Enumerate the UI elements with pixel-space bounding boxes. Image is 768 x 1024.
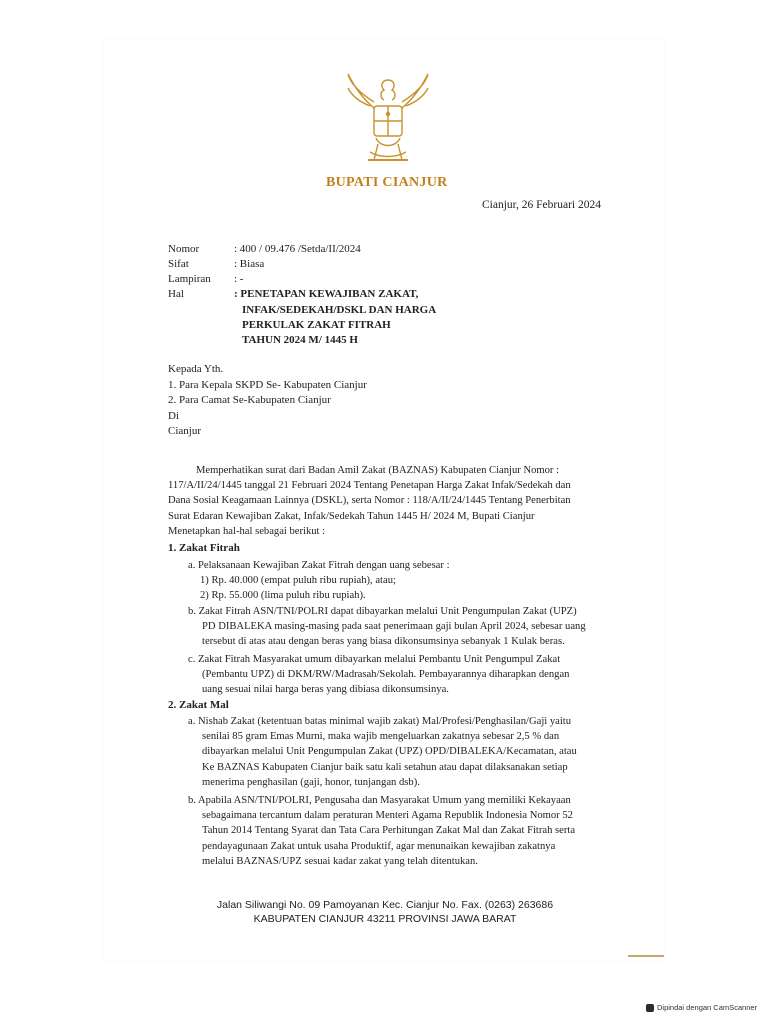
zakat-fitrah-item-b: b. Zakat Fitrah ASN/TNI/POLRI dapat dibayarkan melalui Unit Pengumpulan Zakat (UPZ) PD DIBALEKA masing-masing pada saat penerimaan gaji bulan April 2024, sebesar uang tersebut di atas atau dengan beras yang biasa dikonsumsinya sebanyak 1 Kulak beras.	[188, 606, 586, 648]
section-zakat-fitrah-title: 1. Zakat Fitrah	[168, 542, 240, 554]
section-zakat-mal-title: 2. Zakat Mal	[168, 699, 229, 711]
intro-paragraph: Memperhatikan surat dari Badan Amil Zakat (BAZNAS) Kabupaten Cianjur Nomor : 117/A/II/24/1445 tanggal 21 Februari 2024 Tentang Penetapan Harga Zakat Infak/Sedekah dan Dana Sosial Keagamaan Lainnya (DSKL), serta Nomor : 118/A/II/24/1445 Tentang Penerbitan Surat Edaran Kewajiban Zakat, Infak/Sedekah Tahun 1445 H/ 2024 M, Bupati Cianjur Menetapkan hal-hal sebagai berikut :	[168, 465, 571, 537]
page-title: BUPATI CIANJUR	[326, 175, 448, 190]
zakat-fitrah-item-c: c. Zakat Fitrah Masyarakat umum dibayarkan melalui Pembantu Unit Pengumpul Zakat (Pembantu UPZ) di DKM/RW/Madrasah/Sekolah. Pembayarannya diharapkan dengan uang sesuai nilai harga beras yang dibiasa dikonsumsinya.	[188, 654, 570, 696]
zakat-fitrah-item-a: a. Pelaksanaan Kewajiban Zakat Fitrah dengan uang sebesar : 1) Rp. 40.000 (empat puluh ribu rupiah), atau; 2) Rp. 55.000 (lima puluh ribu rupiah).	[188, 560, 450, 602]
zakat-mal-item-b: b. Apabila ASN/TNI/POLRI, Pengusaha dan Masyarakat Umum yang memiliki Kekayaan sebagaimana tercantum dalam peraturan Menteri Agama Republik Indonesia Nomor 52 Tahun 2014 Tentang Syarat dan Tata Cara Perhitungan Zakat Mal dan Zakat Fitrah serta pendayagunaan Zakat untuk usaha Produktif, agar menunaikan kewajiban zakatnya melalui BAZNAS/UPZ sesuai kadar zakat yang telah ditentukan.	[188, 795, 576, 867]
zakat-mal-item-a: a. Nishab Zakat (ketentuan batas minimal wajib zakat) Mal/Profesi/Penghasilan/Gaji yaitu senilai 85 gram Emas Murni, maka wajib mengeluarkan zakatnya sebesar 2,5 % dan dibayarkan melalui Unit Pengumpulan Zakat (UPZ) OPD/DIBALEKA/Kecamatan, atau Ke BAZNAS Kabupaten Cianjur baik satu kali setahun atau dapat dilaksanakan setiap menerima penghasilan (gaji, honor, tunjangan dsb).	[188, 716, 577, 788]
letter-footer-address: Jalan Siliwangi No. 09 Pamoyanan Kec. Cianjur No. Fax. (0263) 263686 KABUPATEN CIANJUR 43211 PROVINSI JAWA BARAT	[216, 899, 554, 925]
camscanner-icon	[646, 1004, 654, 1012]
scanner-watermark: Dipindai dengan CamScanner	[646, 1003, 757, 1012]
recipient-address: Kepada Yth. 1. Para Kepala SKPD Se- Kabupaten Cianjur 2. Para Camat Se-Kabupaten Cianjur Di Cianjur	[168, 363, 367, 437]
garuda-emblem-icon	[344, 72, 432, 168]
hal-subject: INFAK/SEDEKAH/DSKL DAN HARGA PERKULAK ZAKAT FITRAH TAHUN 2024 M/ 1445 H	[242, 304, 437, 346]
letter-date: Cianjur, 26 Februari 2024	[482, 199, 601, 211]
decorative-mark	[628, 955, 664, 957]
